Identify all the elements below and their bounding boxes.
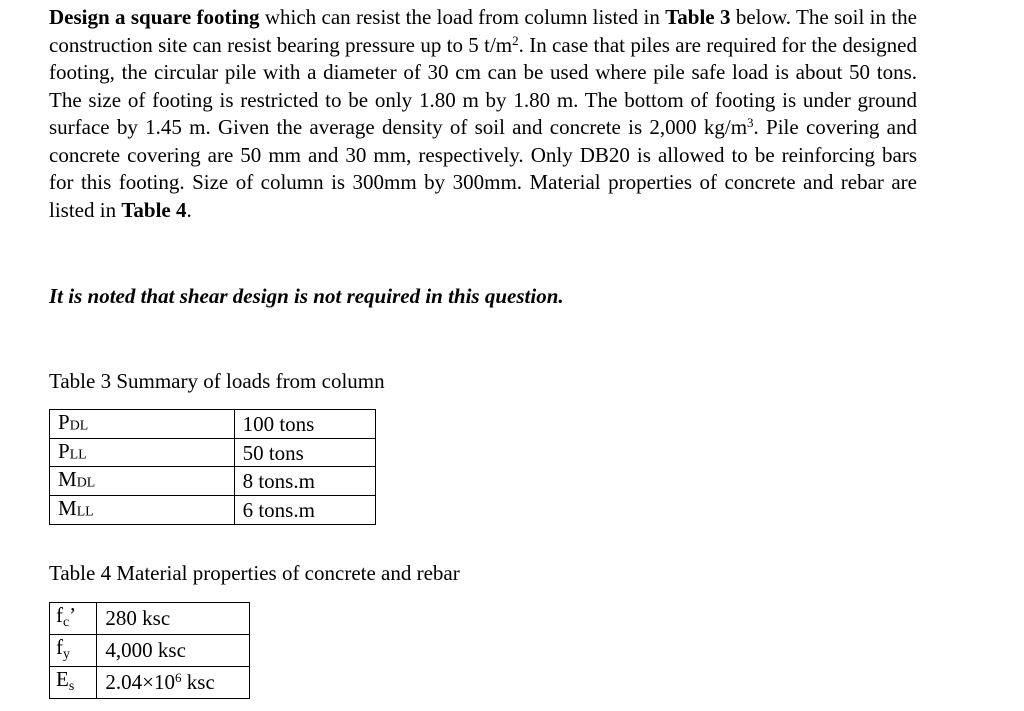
table3-reference: Table 3 [665, 5, 731, 29]
table-row [50, 666, 250, 698]
material-symbol: Es [50, 666, 97, 698]
problem-statement [49, 4, 917, 224]
superscript-2: 2 [512, 32, 519, 48]
material-symbol: fc’ [50, 603, 97, 635]
table4-caption: Table 4 Material properties of concrete and rebar [49, 561, 460, 585]
load-symbol: MDL [50, 467, 235, 496]
problem-lead: Design a square footing [49, 5, 260, 29]
load-symbol: MLL [50, 496, 235, 525]
superscript-3: 3 [747, 114, 754, 130]
problem-text-2: below. The soil in the construction site can resist bearing pressure up to 5 t/m [49, 5, 917, 57]
problem-text-3: . In case that piles are required for the designed footing, the circular pile with a diameter of 30 cm can be used where pile safe load is about 50 tons. The size of footing is restricted to be only 1.80 m by 1.80 m. The bottom of footing is under ground surface by 1.45 m. Given the average density of soil and concrete is 2,000 kg/m [49, 32, 917, 139]
table-row [50, 438, 376, 467]
load-symbol: PLL [50, 438, 235, 467]
material-symbol: fy [50, 634, 97, 666]
table-row [50, 467, 376, 496]
table-row [50, 496, 376, 525]
note: It is noted that shear design is not required in this question. [49, 284, 564, 308]
material-value: $2.04\times 10^6$ ksc [97, 666, 250, 698]
problem-text-1: which can resist the load from column listed in [259, 5, 666, 29]
load-symbol: PDL [50, 410, 235, 439]
problem-text-4: . Pile covering and concrete covering are 50 mm and 30 mm, respectively. Only DB20 is allowed to be reinforcing bars for this footing. Size of column is 300mm by 300mm. Material properties of concrete and rebar are listed in [49, 115, 917, 222]
table3-caption: Table 3 Summary of loads from column [49, 369, 385, 393]
load-value: 6 tons.m [234, 496, 375, 525]
table3-loads [49, 409, 376, 525]
table-row [50, 410, 376, 439]
table-row [50, 603, 250, 635]
load-value: 100 tons [234, 410, 375, 439]
problem-text-5: . [186, 197, 192, 222]
material-value: 4,000 ksc [97, 634, 250, 666]
table4-reference: Table 4 [121, 197, 187, 222]
table4-materials [49, 602, 250, 699]
load-value: 8 tons.m [234, 467, 375, 496]
table-row [50, 634, 250, 666]
material-value: 280 ksc [97, 603, 250, 635]
load-value: 50 tons [234, 438, 375, 467]
